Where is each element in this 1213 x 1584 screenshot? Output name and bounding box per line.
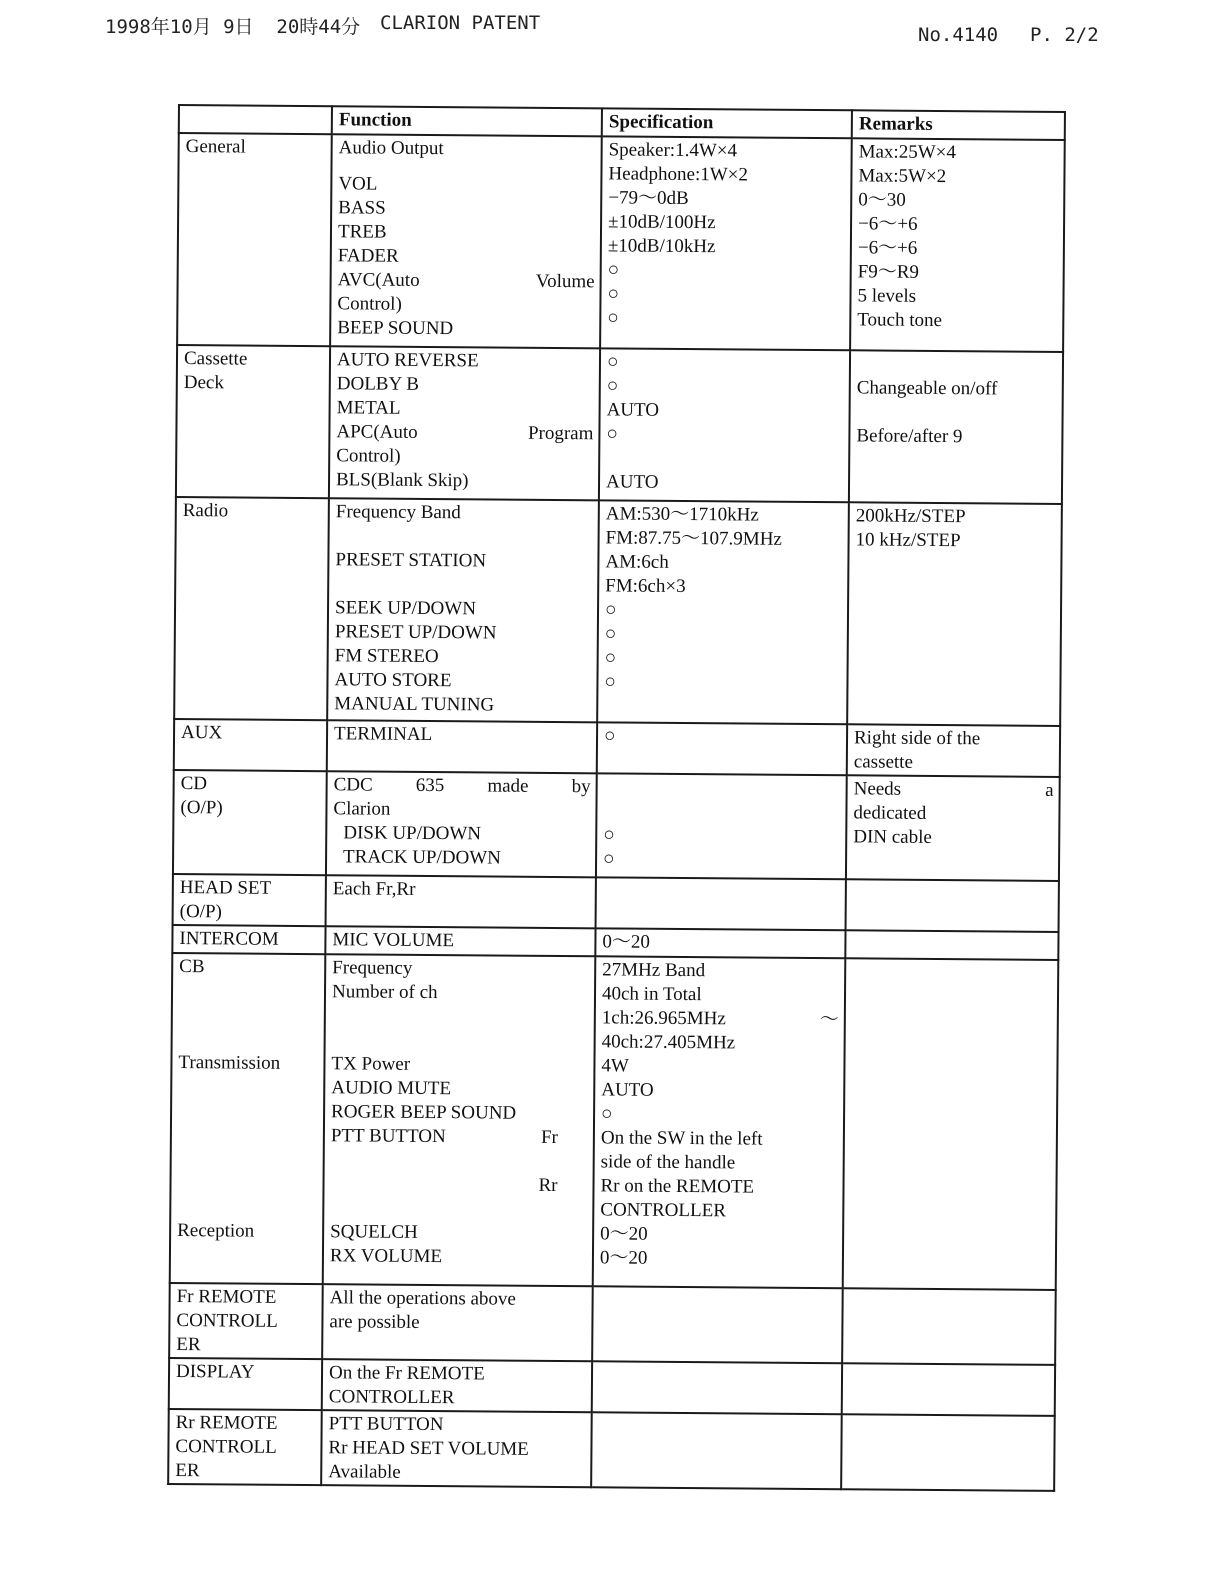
function-display: On the Fr REMOTE CONTROLLER bbox=[322, 1359, 592, 1412]
row-general bbox=[177, 133, 1065, 352]
spec-cb: 27MHz Band 40ch in Total 1ch:26.965MHz 〜 40ch:27.405MHz 4W AUTO ○ On the SW in the left side of the handle Rr on the REMOTE CONTROLLER 0〜20 0〜20 bbox=[593, 956, 846, 1288]
category-radio: Radio bbox=[174, 497, 329, 720]
function-fr-remote: All the operations above are possible bbox=[322, 1284, 593, 1361]
row-cassette bbox=[176, 345, 1063, 504]
function-headset: Each Fr,Rr bbox=[326, 875, 596, 928]
category-headset: HEAD SET (O/P) bbox=[173, 874, 326, 926]
category-rr-remote: Rr REMOTE CONTROLL ER bbox=[168, 1409, 322, 1485]
spec-fr-remote bbox=[592, 1286, 843, 1363]
fax-date: 1998年10月 9日 20時44分 bbox=[105, 16, 361, 38]
remarks-rr-remote bbox=[841, 1414, 1055, 1491]
remarks-radio: 200kHz/STEP 10 kHz/STEP bbox=[847, 502, 1062, 726]
spec-radio: AM:530〜1710kHz FM:87.75〜107.9MHz AM:6ch FM:6ch×3 ○ ○ ○ ○ bbox=[597, 500, 849, 724]
row-aux bbox=[174, 719, 1060, 777]
category-cd: CD (O/P) bbox=[173, 770, 327, 875]
spec-rr-remote bbox=[591, 1412, 842, 1489]
spec-headset bbox=[596, 877, 846, 930]
row-radio bbox=[174, 497, 1062, 726]
category-aux: AUX bbox=[174, 719, 327, 771]
category-fr-remote: Fr REMOTE CONTROLL ER bbox=[169, 1283, 323, 1359]
remarks-intercom bbox=[845, 930, 1058, 960]
function-general: Audio Output VOL BASS TREB FADER AVC(Auto Volume Control) BEEP SOUND bbox=[330, 134, 602, 348]
spec-display bbox=[592, 1361, 842, 1414]
category-cassette: Cassette Deck bbox=[176, 345, 330, 498]
fax-company: CLARION PATENT bbox=[380, 12, 541, 34]
category-cb: CB Transmission Reception bbox=[170, 953, 326, 1284]
row-cd bbox=[173, 770, 1060, 881]
fax-number: No.4140 bbox=[918, 24, 999, 46]
remarks-headset bbox=[846, 879, 1059, 932]
header-specification: Specification bbox=[602, 108, 852, 138]
function-cassette: AUTO REVERSE DOLBY B METAL APC(Auto Program Control) BLS(Blank Skip) bbox=[329, 346, 600, 500]
spec-table bbox=[167, 104, 1066, 1492]
remarks-cassette: Changeable on/off Before/after 9 bbox=[849, 350, 1063, 504]
row-fr-remote bbox=[169, 1283, 1056, 1365]
remarks-display bbox=[842, 1363, 1055, 1416]
remarks-cd: Needs a dedicated DIN cable bbox=[846, 775, 1060, 881]
function-rr-remote: PTT BUTTON Rr HEAD SET VOLUME Available bbox=[321, 1410, 592, 1487]
header-function: Function bbox=[332, 106, 602, 136]
spec-intercom: 0〜20 bbox=[595, 928, 845, 958]
fax-header bbox=[0, 8, 1213, 48]
row-rr-remote bbox=[168, 1409, 1055, 1491]
category-display: DISPLAY bbox=[169, 1358, 322, 1410]
spec-aux: ○ bbox=[597, 722, 847, 775]
remarks-fr-remote bbox=[842, 1288, 1056, 1365]
row-display bbox=[169, 1358, 1055, 1416]
category-intercom: INTERCOM bbox=[172, 925, 325, 954]
remarks-general: Max:25W×4 Max:5W×2 0〜30 −6〜+6 −6〜+6 F9〜R9 5 levels Touch tone bbox=[850, 138, 1065, 352]
fax-page: P. 2/2 bbox=[1030, 24, 1099, 46]
spec-cassette: ○ ○ AUTO ○ AUTO bbox=[599, 348, 850, 502]
function-cb: Frequency Number of ch TX Power AUDIO MUTE ROGER BEEP SOUND PTT BUTTON Fr Rr SQUELCH RX VOLUME bbox=[323, 954, 596, 1286]
header-remarks: Remarks bbox=[852, 110, 1065, 140]
remarks-aux: Right side of the cassette bbox=[847, 724, 1060, 777]
row-headset bbox=[173, 874, 1059, 932]
header-blank bbox=[179, 105, 332, 134]
function-intercom: MIC VOLUME bbox=[325, 926, 595, 956]
remarks-cb bbox=[843, 958, 1059, 1290]
function-cd: CDC 635 made by Clarion DISK UP/DOWN TRACK UP/DOWN bbox=[326, 771, 597, 877]
function-radio: Frequency Band PRESET STATION SEEK UP/DOWN PRESET UP/DOWN FM STEREO AUTO STORE MANUAL TUNING bbox=[327, 498, 599, 722]
spec-general: Speaker:1.4W×4 Headphone:1W×2 −79〜0dB ±10dB/100Hz ±10dB/10kHz ○ ○ ○ bbox=[600, 136, 852, 350]
category-general: General bbox=[177, 133, 332, 346]
spec-cd: ○ ○ bbox=[596, 773, 847, 879]
row-cb bbox=[170, 953, 1059, 1290]
function-aux: TERMINAL bbox=[327, 720, 597, 773]
